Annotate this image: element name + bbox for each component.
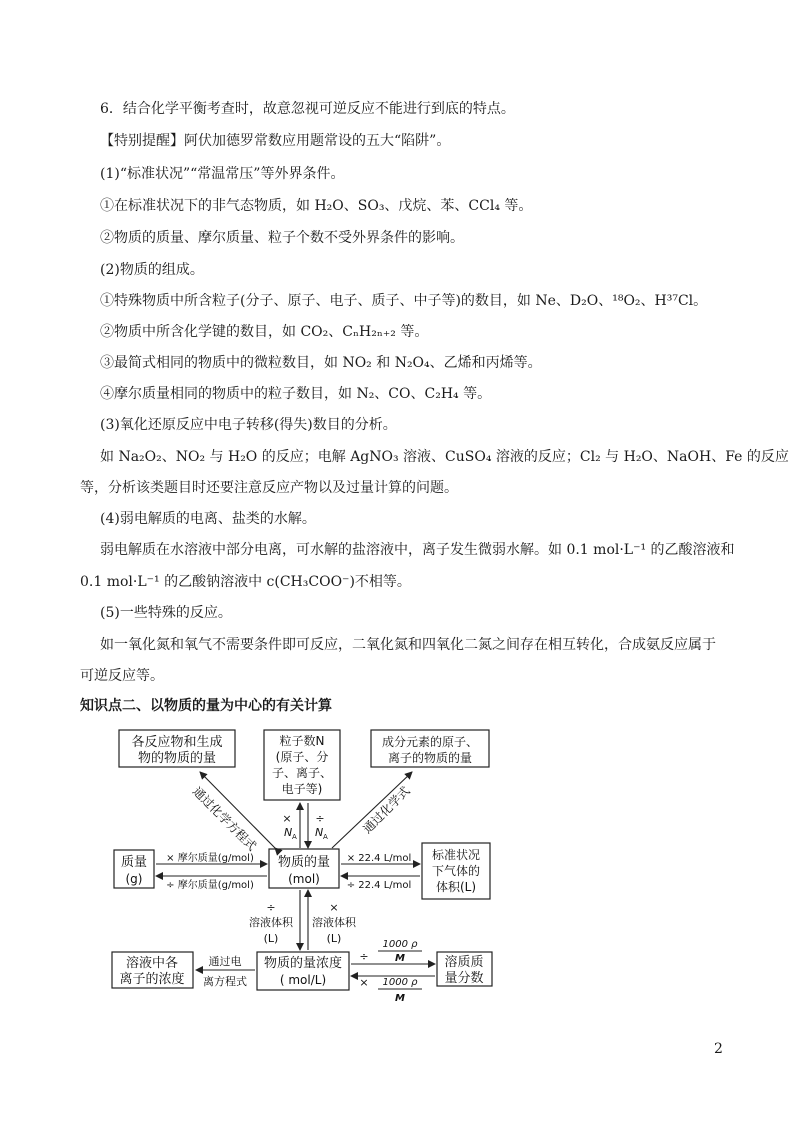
reactants-line-1: 各反应物和生成 [131,735,223,750]
moles-line-2: (mol) [288,872,320,886]
fraction-line-1: 溶质质 [444,955,484,970]
na-div-sub: A [323,833,328,841]
gas-line-3: 体积(L) [435,880,477,894]
vol-div-sign: ÷ [266,901,276,914]
label-chem-equation: 通过化学方程式 [189,784,260,854]
fraction-line-2: 量分数 [444,971,484,986]
page-number: 2 [714,1041,723,1057]
text-line-8: ②物质中所含化学键的数目，如 CO₂、CₙH₂ₙ₊₂ 等。 [100,324,429,340]
text-line-5: ②物质的质量、摩尔质量、粒子个数不受外界条件的影响。 [100,230,464,246]
frac-mul-sign: × [359,976,369,989]
label-mol-to-gas: × 22.4 L/mol [346,853,412,864]
ion-label-2: 离方程式 [203,975,247,988]
vol-mul-sign: × [329,901,339,914]
text-line-14: (4)弱电解质的电离、盐类的水解。 [100,511,316,527]
na-mul-sign: × [282,812,292,825]
ion-conc-line-2: 离子的浓度 [119,972,185,987]
frac-mul-den: M [395,993,405,1004]
text-line-17: (5)一些特殊的反应。 [100,605,232,621]
text-line-13: 等，分析该类题目时还要注意反应产物以及过量计算的问题。 [80,480,458,496]
text-line-18: 如一氧化氮和氧气不需要条件即可反应，二氧化氮和四氧化二氮之间存在相互转化，合成氨反应属于 [100,637,716,653]
label-chem-formula: 通过化学式 [360,783,413,837]
text-line-19: 可逆反应等。 [80,668,164,684]
text-line-6: (2)物质的组成。 [100,262,204,278]
section-heading: 知识点二、以物质的量为中心的有关计算 [80,698,332,714]
conc-line-2: ( mol/L) [279,973,327,987]
label-mol-to-mass: ÷ 摩尔质量(g/mol) [166,880,254,891]
na-div-label: N [315,826,324,839]
text-line-16: 0.1 mol·L⁻¹ 的乙酸钠溶液中 c(CH₃COO⁻)不相等。 [80,574,411,590]
frac-div-den: M [395,953,405,964]
gas-line-1: 标准状况 [431,848,481,862]
text-line-10: ④摩尔质量相同的物质中的粒子数目，如 N₂、CO、C₂H₄ 等。 [100,386,492,402]
vol-div-unit: (L) [263,932,279,945]
frac-mul-num: 1000 ρ [382,977,418,988]
text-line-11: (3)氧化还原反应中电子转移(得失)数目的分析。 [100,417,397,433]
particles-line-4: 电子等) [281,782,323,796]
elements-line-1: 成分元素的原子、 [381,735,479,749]
elements-line-2: 离子的物质的量 [387,751,473,765]
text-line-1: 6．结合化学平衡考查时，故意忽视可逆反应不能进行到底的特点。 [100,101,515,117]
label-mass-to-mol: × 摩尔质量(g/mol) [166,853,254,864]
text-line-2: 【特别提醒】阿伏加德罗常数应用题常设的五大“陷阱”。 [100,133,451,149]
label-gas-to-mol: ÷ 22.4 L/mol [346,880,412,891]
na-mul-sub: A [292,833,297,841]
arrow-formula [332,772,412,848]
mass-line-2: (g) [125,872,143,886]
conc-line-1: 物质的量浓度 [263,956,343,971]
text-line-9: ③最简式相同的物质中的微粒数目，如 NO₂ 和 N₂O₄、乙烯和丙烯等。 [100,355,542,371]
text-line-7: ①特殊物质中所含粒子(分子、原子、电子、质子、中子等)的数目，如 Ne、D₂O、¹⁸O₂、H³⁷Cl。 [100,293,708,309]
text-line-4: ①在标准状况下的非气态物质，如 H₂O、SO₃、戊烷、苯、CCl₄ 等。 [100,198,533,214]
particles-line-3: 子、离子、 [271,766,333,780]
frac-div-sign: ÷ [359,950,369,963]
ion-conc-line-1: 溶液中各 [125,956,179,971]
vol-mul-label: 溶液体积 [312,916,356,929]
reactants-line-2: 物的物质的量 [137,751,217,766]
na-mul-label: N [284,826,293,839]
moles-line-1: 物质的量 [277,855,331,870]
mass-line-1: 质量 [120,855,148,870]
ion-label-1: 通过电 [208,955,242,968]
text-line-15: 弱电解质在水溶液中部分电离，可水解的盐溶液中，离子发生微弱水解。如 0.1 mol·L⁻¹ 的乙酸溶液和 [100,542,735,558]
particles-line-1: 粒子数N [279,734,325,748]
vol-mul-unit: (L) [326,932,342,945]
na-div-sign: ÷ [315,812,325,825]
text-line-3: (1)“标准状况”“常温常压”等外界条件。 [100,166,345,182]
gas-line-2: 下气体的 [431,864,481,878]
particles-line-2: (原子、分 [275,750,329,764]
frac-div-num: 1000 ρ [382,939,418,950]
vol-div-label: 溶液体积 [249,916,293,929]
text-line-12: 如 Na₂O₂、NO₂ 与 H₂O 的反应；电解 AgNO₃ 溶液、CuSO₄ 溶液的反应；Cl₂ 与 H₂O、NaOH、Fe 的反应 [100,449,789,465]
